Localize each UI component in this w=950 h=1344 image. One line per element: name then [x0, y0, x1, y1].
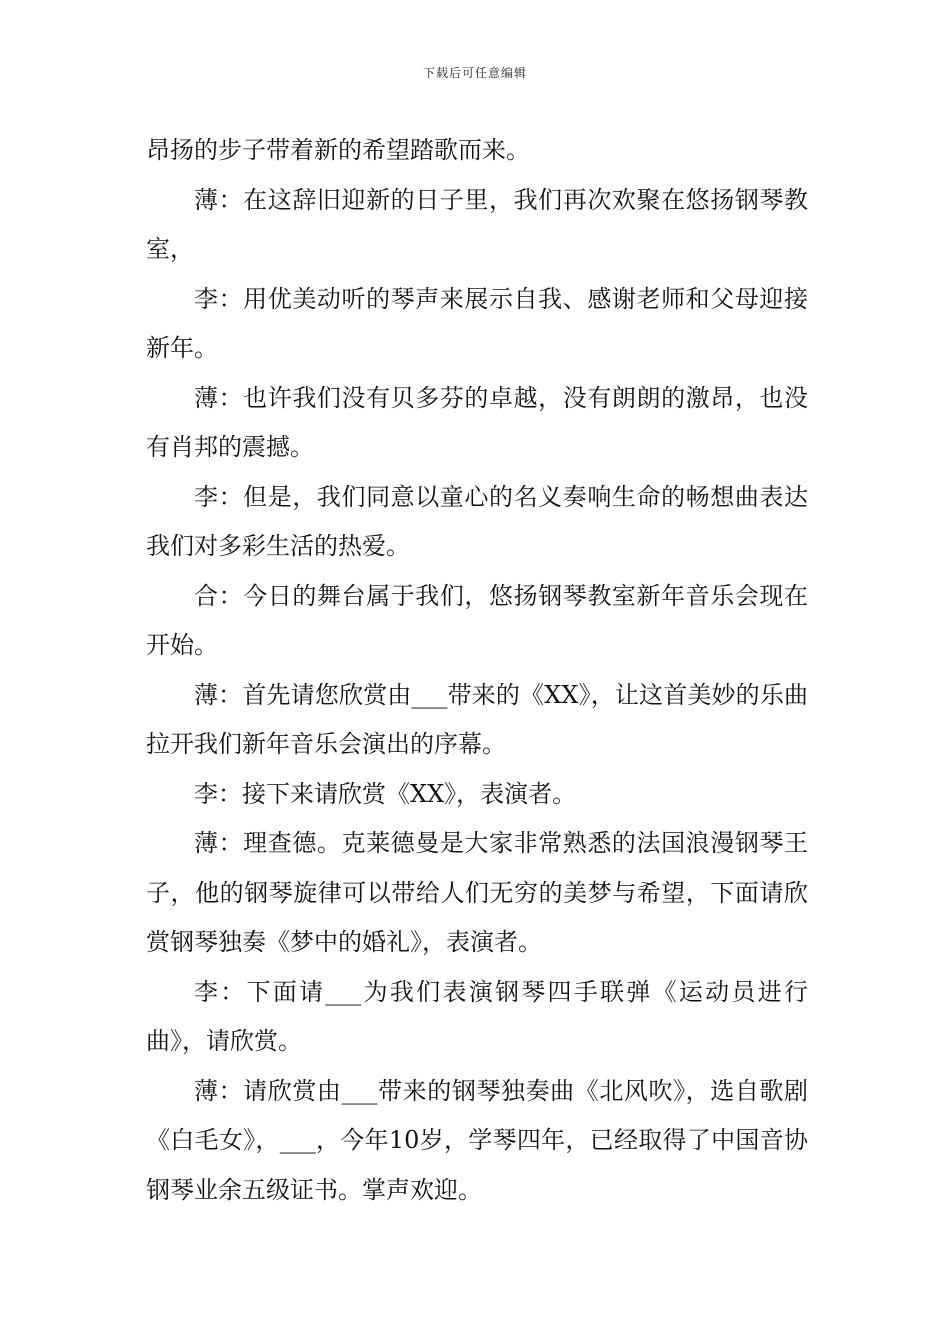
paragraph: 李：接下来请欣赏《XX》，表演者。: [194, 779, 577, 808]
paragraph: 李：下面请___为我们表演钢琴四手联弹《运动员进行曲》，请欣赏。: [146, 977, 808, 1055]
paragraph: 薄：在这辞旧迎新的日子里，我们再次欢聚在悠扬钢琴教室，: [146, 185, 808, 263]
paragraph: 合：今日的舞台属于我们，悠扬钢琴教室新年音乐会现在开始。: [146, 581, 808, 659]
paragraph: 薄：也许我们没有贝多芬的卓越，没有朗朗的激昂，也没有肖邦的震撼。: [146, 383, 808, 461]
document-body: [146, 126, 808, 1215]
paragraph: 昂扬的步子带着新的希望踏歌而来。: [146, 136, 530, 164]
page-header: 下载后可任意编辑: [422, 66, 527, 80]
paragraph: 李：但是，我们同意以童心的名义奏响生命的畅想曲表达我们对多彩生活的热爱。: [146, 482, 808, 560]
paragraph: 薄：请欣赏由___带来的钢琴独奏曲《北风吹》，选自歌剧《白毛女》，___，今年10岁，学琴四年，已经取得了中国音协钢琴业余五级证书。掌声欢迎。: [146, 1076, 808, 1204]
paragraph: 李：用优美动听的琴声来展示自我、感谢老师和父母迎接新年。: [146, 284, 808, 362]
paragraph: 薄：理查德。克莱德曼是大家非常熟悉的法国浪漫钢琴王子，他的钢琴旋律可以带给人们无穷的美梦与希望，下面请欣赏钢琴独奏《梦中的婚礼》，表演者。: [146, 829, 808, 956]
paragraph: 薄：首先请您欣赏由___带来的《XX》，让这首美妙的乐曲拉开我们新年音乐会演出的序幕。: [146, 680, 808, 758]
